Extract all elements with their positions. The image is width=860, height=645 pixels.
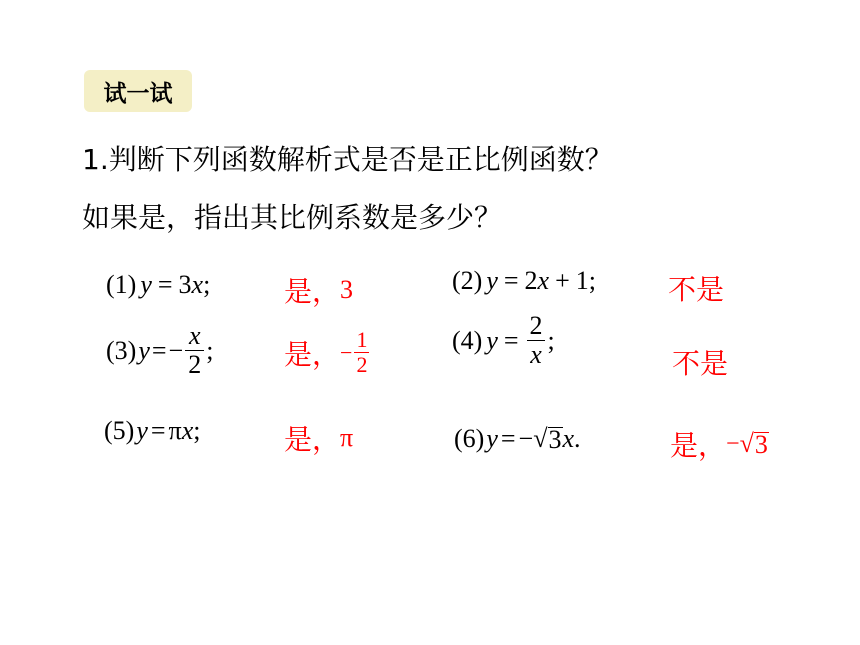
fraction: $\frac{2}{x}$ xyxy=(527,312,546,369)
answer-4: 不是 xyxy=(672,347,729,380)
answer-3: 是， − $\frac{1}{2}$ xyxy=(284,327,368,377)
question-line-1: 1.判断下列函数解析式是否是正比例函数？ xyxy=(82,143,613,176)
formula-3: (3) y = − $\frac{x}{2}$ ; xyxy=(106,321,214,379)
question-line-2: 如果是，指出其比例系数是多少？ xyxy=(82,201,503,234)
answer-5: 是， π xyxy=(284,423,354,456)
answer-6: 是， − √ 3 xyxy=(670,429,768,462)
answer-square-root: √ 3 xyxy=(739,429,768,459)
square-root: √ 3 xyxy=(533,424,562,454)
answer-2: 不是 xyxy=(668,273,725,306)
formula-2: (2) y = 2 x + 1 ; xyxy=(452,266,596,295)
formula-1: (1) y = 3 x ; xyxy=(106,270,211,299)
formula-6: (6) y = − √ 3 x . xyxy=(454,424,581,454)
answer-1: 是， 3 xyxy=(284,275,354,308)
formula-5: (5) y = π x ; xyxy=(104,416,201,445)
fraction: $\frac{x}{2}$ xyxy=(185,322,204,379)
try-it-badge: 试一试 xyxy=(84,70,192,112)
answer-fraction: $\frac{1}{2}$ xyxy=(356,327,368,377)
formula-4: (4) y = $\frac{2}{x}$ ; xyxy=(452,311,555,369)
